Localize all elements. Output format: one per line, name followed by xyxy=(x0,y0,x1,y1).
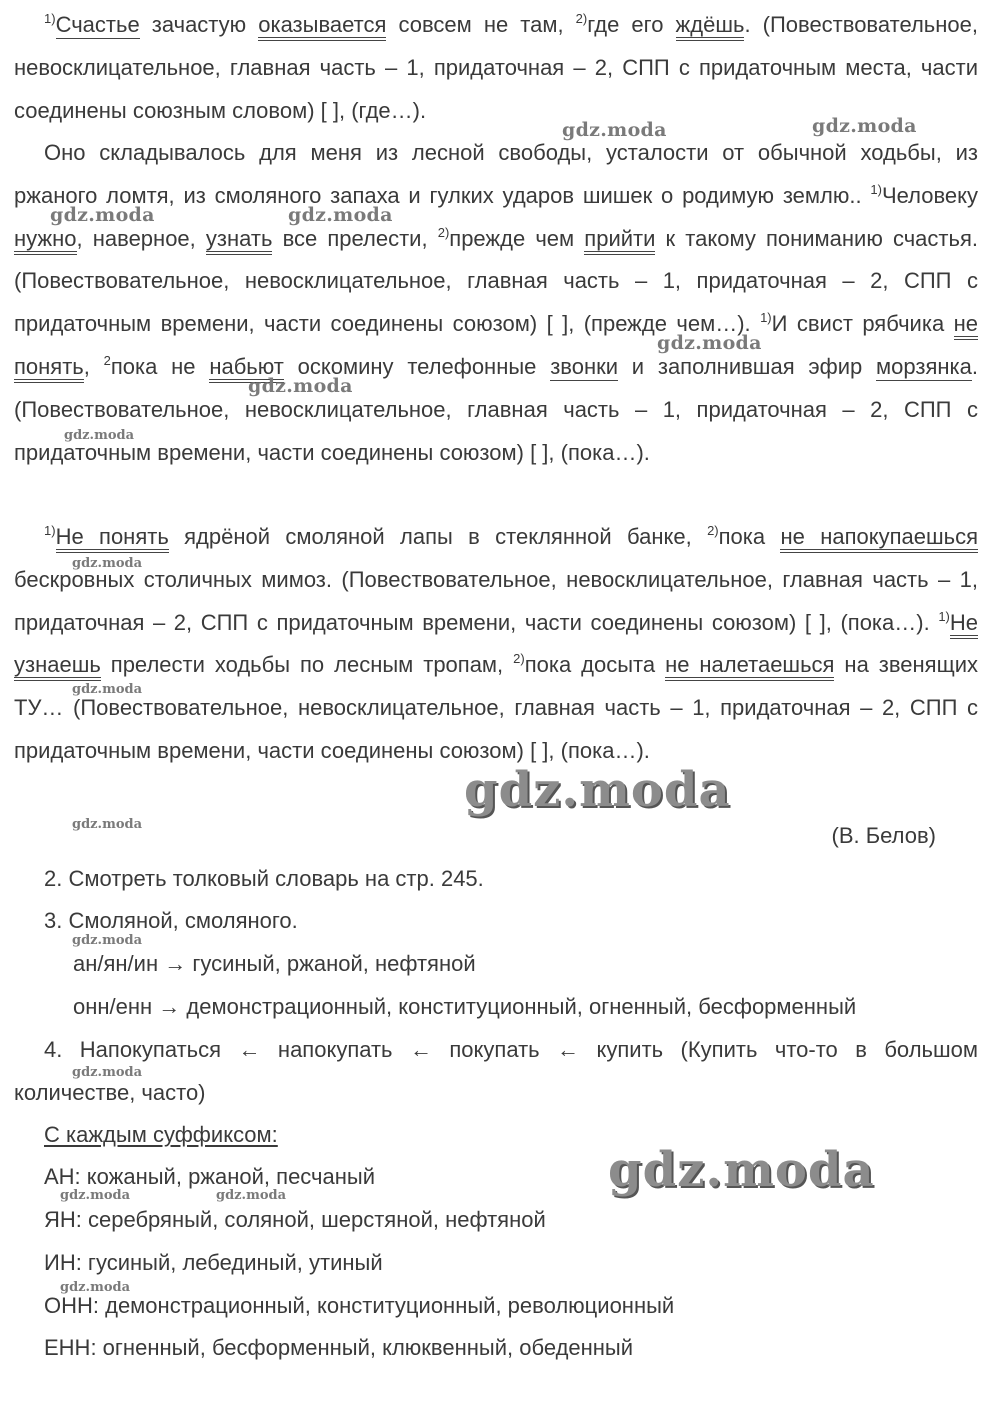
watermark: gdz.moda xyxy=(216,1188,287,1203)
predicate-word: набьют xyxy=(209,354,284,383)
suffix-onn: ОНН: демонстрационный, конституционный, революционный xyxy=(44,1293,675,1318)
answer-item-2: 2. Смотреть толковый словарь на стр. 245. xyxy=(44,866,484,891)
suffix-yan: ЯН: серебряный, соляной, шерстяной, нефтяной xyxy=(44,1207,546,1232)
text-run: прелести ходьбы по лесным тропам, xyxy=(100,652,514,678)
clause-number: 2) xyxy=(575,11,588,26)
text-paragraph-2 xyxy=(14,132,978,474)
text-run: прежде чем xyxy=(449,225,585,251)
text-run: совсем не там, xyxy=(386,12,576,37)
text-run: , наверное, xyxy=(76,225,206,251)
predicate-word: Не понять xyxy=(56,524,169,553)
watermark: gdz.moda xyxy=(60,1280,131,1295)
watermark: gdz.moda xyxy=(60,1188,131,1203)
predicate-word: оказывается xyxy=(258,12,386,41)
clause-number: 2) xyxy=(513,651,525,667)
predicate-word: Не узнаешь xyxy=(14,610,978,682)
predicate-word: не понять xyxy=(14,311,978,383)
suffix-in: ИН: гусиный, лебединый, утиный xyxy=(44,1250,383,1275)
answer-item-3-onn: онн/енн → демонстрационный, конституционный, огненный, бесформенный xyxy=(73,994,857,1019)
predicate-word: прийти xyxy=(584,226,655,255)
subject-word: морзянка xyxy=(876,353,972,379)
clause-number: 2) xyxy=(437,224,450,240)
text-run: Человеку xyxy=(881,182,978,208)
answer-item-3: 3. Смоляной, смоляного. xyxy=(44,908,298,933)
subject-word: Счастье xyxy=(55,12,140,37)
watermark: gdz.moda xyxy=(288,204,393,226)
answer-item-4: 4. Напокупаться ← напокупать ← покупать ← купить (Купить что-то в большом количестве, часто) xyxy=(14,1037,978,1105)
text-run: . (Повествовательное, невосклицательное, главная часть – 1, придаточная – 2, СПП с придаточным места, части соединены союзным словом) [ ], (где…). xyxy=(14,12,978,123)
watermark: gdz.moda xyxy=(657,332,762,354)
text-run: И свист рябчика xyxy=(771,311,954,337)
clause-number: 1) xyxy=(44,523,56,538)
text-run: оскомину телефонные xyxy=(283,353,551,379)
clause-number: 2) xyxy=(707,523,719,538)
text-paragraph-3 xyxy=(14,516,978,773)
clause-number: 1) xyxy=(44,11,56,26)
answer-item-3-an: ан/ян/ин → гусиный, ржаной, нефтяной xyxy=(73,951,476,976)
text-run: пока досыта xyxy=(524,652,666,678)
watermark: gdz.moda xyxy=(72,1065,143,1080)
predicate-word: не напокупаешься xyxy=(780,524,978,553)
watermark: gdz.moda xyxy=(562,119,667,141)
watermark: gdz.moda xyxy=(812,115,917,137)
text-run: ядрёной смоляной лапы в стеклянной банке, xyxy=(168,524,708,549)
text-run: Оно складывалось для меня из лесной свободы, усталости от обычной ходьбы, из ржаного ломтя, из смоляного запаха и гулких ударов шишек о родимую землю.. xyxy=(14,140,978,208)
watermark: gdz.moda xyxy=(608,1142,875,1198)
watermark: gdz.moda xyxy=(248,375,353,397)
watermark: gdz.moda xyxy=(72,817,143,832)
text-run: бескровных столичных мимоз. (Повествовательное, невосклицательное, главная часть – 1, придаточная – 2, СПП с придаточным времени, части соединены союзом) [ ], (пока…). xyxy=(14,566,978,635)
text-run: , xyxy=(83,353,104,379)
suffix-enn: ЕНН: огненный, бесформенный, клюквенный, обеденный xyxy=(44,1335,634,1360)
text-author: (В. Белов) xyxy=(831,823,936,848)
watermark: gdz.moda xyxy=(64,428,135,443)
watermark: gdz.moda xyxy=(72,682,143,697)
text-run: зачастую xyxy=(139,12,259,37)
clause-number: 1) xyxy=(870,181,882,197)
text-run: пока xyxy=(718,524,781,549)
predicate-word: узнать xyxy=(206,226,273,255)
text-paragraph-1 xyxy=(14,4,978,132)
text-run: и заполнившая эфир xyxy=(618,353,877,379)
text-run: пока не xyxy=(110,353,210,379)
predicate-word: нужно xyxy=(14,226,77,255)
watermark: gdz.moda xyxy=(72,933,143,948)
text-run: на звенящих ТУ… (Повествовательное, невосклицательное, главная часть – 1, придаточная – 2, СПП с придаточным времени, части соединены союзом) [ ], (пока…). xyxy=(14,652,978,763)
text-run: к такому пониманию счастья. (Повествовательное, невосклицательное, главная часть – 1, придаточная – 2, СПП с придаточным времени, части соединены союзом) [ ], (прежде чем…). xyxy=(14,225,978,337)
text-run: где его xyxy=(587,12,676,37)
subject-word: звонки xyxy=(550,353,619,379)
clause-number: 1) xyxy=(938,608,950,624)
watermark: gdz.moda xyxy=(464,762,731,818)
text-run: все прелести, xyxy=(272,225,438,251)
suffix-an: АН: кожаный, ржаной, песчаный xyxy=(44,1164,376,1189)
clause-number: 1) xyxy=(760,310,772,326)
clause-number: 2 xyxy=(103,352,111,368)
text-run: . (Повествовательное, невосклицательное, главная часть – 1, придаточная – 2, СПП с придаточным времени, части соединены союзом) [ ], (пока…). xyxy=(14,353,978,465)
predicate-word: ждёшь xyxy=(676,12,745,41)
watermark: gdz.moda xyxy=(72,556,143,571)
suffix-heading: С каждым суффиксом: xyxy=(44,1122,278,1147)
predicate-word: не налетаешься xyxy=(665,652,834,681)
watermark: gdz.moda xyxy=(50,204,155,226)
